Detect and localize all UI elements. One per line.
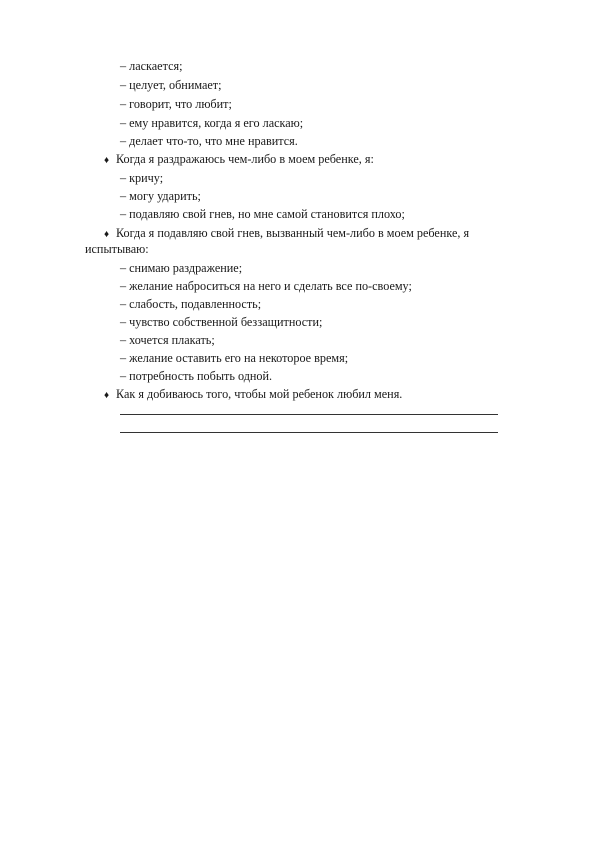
list-item: – чувство собственной беззащитности;: [120, 315, 323, 329]
question-item: [104, 388, 402, 401]
list-item: – ласкается;: [120, 59, 183, 73]
list-item: – подавляю свой гнев, но мне самой становится плохо;: [120, 207, 405, 221]
list-item: – слабость, подавленность;: [120, 297, 262, 311]
list-item: – хочется плакать;: [120, 333, 215, 347]
diamond-bullet-icon: ♦: [104, 154, 110, 166]
question-text: Когда я подавляю свой гнев, вызванный чем-либо в моем ребенке, я: [116, 226, 470, 240]
list-item: – говорит, что любит;: [120, 97, 232, 111]
list-item: – желание наброситься на него и сделать все по-своему;: [120, 279, 412, 293]
list-item: – делает что-то, что мне нравится.: [120, 134, 298, 148]
question-text: Как я добиваюсь того, чтобы мой ребенок любил меня.: [116, 387, 403, 401]
diamond-bullet-icon: ♦: [104, 228, 110, 240]
question-text: Когда я раздражаюсь чем-либо в моем ребенке, я:: [116, 152, 374, 166]
diamond-bullet-icon: ♦: [104, 389, 110, 401]
list-item: – желание оставить его на некоторое время;: [120, 351, 349, 365]
question-item: [104, 153, 374, 166]
list-item: – ему нравится, когда я его ласкаю;: [120, 116, 304, 130]
list-item: – могу ударить;: [120, 189, 201, 203]
list-item: – потребность побыть одной.: [120, 369, 273, 383]
answer-line: [120, 414, 498, 415]
list-item: – снимаю раздражение;: [120, 261, 243, 275]
question-text-continuation: испытываю:: [85, 242, 149, 256]
list-item: – целует, обнимает;: [120, 78, 222, 92]
answer-line: [120, 432, 498, 433]
list-item: – кричу;: [120, 171, 164, 185]
question-item: [104, 227, 469, 240]
